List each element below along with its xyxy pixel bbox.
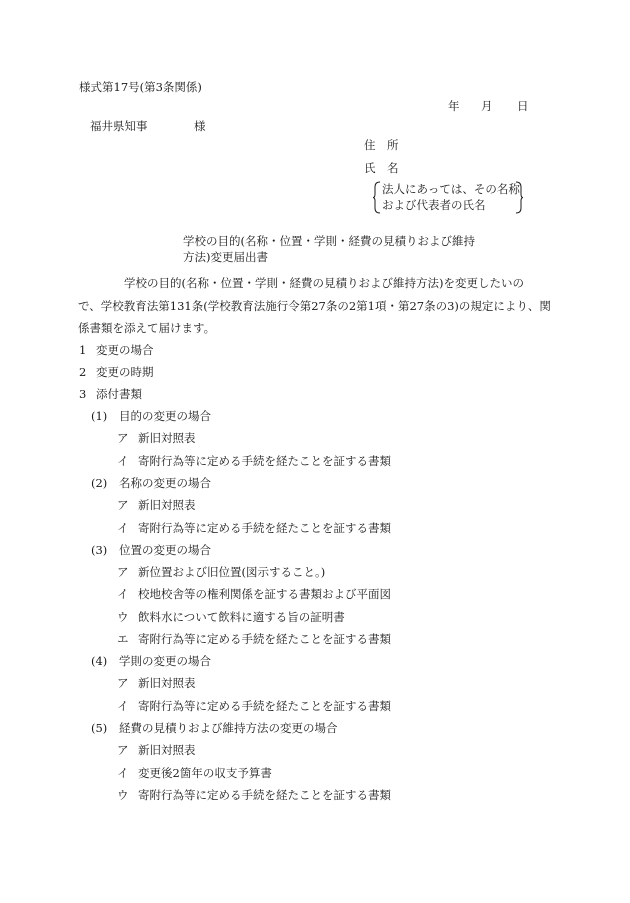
section-number: (5) [91, 721, 108, 735]
section-title: 目的の変更の場合 [119, 409, 211, 423]
entry-mark: ア [117, 498, 129, 512]
attachment-entry [117, 523, 391, 535]
attachment-entry [117, 634, 391, 646]
attachment-section-2 [91, 478, 211, 490]
name-label: 氏 名 [364, 161, 399, 175]
entry-mark: ア [117, 431, 129, 445]
section-title: 名称の変更の場合 [119, 476, 211, 490]
body-paragraph [78, 272, 553, 340]
entry-mark: ア [117, 743, 129, 757]
item-text: 添付書類 [96, 387, 142, 401]
entry-text: 新旧対照表 [138, 743, 196, 757]
entry-text: 寄附行為等に定める手続を経たことを証する書類 [138, 699, 391, 713]
entry-text: 新位置および旧位置(図示すること。) [138, 565, 326, 579]
section-number: (1) [91, 409, 108, 423]
date-day: 日 [517, 99, 529, 113]
attachment-entry [117, 433, 196, 445]
right-bracket-icon [515, 181, 523, 214]
item-number: 3 [79, 387, 87, 401]
entry-mark: イ [117, 766, 129, 780]
representative-note [373, 181, 523, 214]
date-month: 月 [481, 99, 493, 113]
entry-mark: ウ [117, 788, 129, 802]
attachment-entry [117, 768, 272, 780]
list-item [79, 367, 154, 379]
entry-text: 校地校舎等の権利関係を証する書類および平面図 [138, 587, 391, 601]
attachment-entry [117, 701, 391, 713]
attachment-entry [117, 612, 345, 624]
entry-mark: イ [117, 699, 129, 713]
body-line-1: 学校の目的(名称・位置・学則・経費の見積りおよび維持方法)を変更したいの [78, 276, 524, 290]
attachment-entry [117, 567, 325, 579]
entry-text: 新旧対照表 [138, 431, 196, 445]
section-number: (2) [91, 476, 108, 490]
address-label: 住 所 [364, 138, 399, 152]
item-number: 2 [79, 365, 87, 379]
entry-text: 新旧対照表 [138, 676, 196, 690]
entry-text: 寄附行為等に定める手続を経たことを証する書類 [138, 454, 391, 468]
attachment-entry [117, 790, 391, 802]
entry-mark: イ [117, 521, 129, 535]
entry-mark: ア [117, 565, 129, 579]
section-title: 学則の変更の場合 [119, 654, 211, 668]
entry-text: 変更後2箇年の収支予算書 [138, 766, 272, 780]
addressee-honorific: 様 [194, 119, 206, 133]
attachment-section-5 [91, 723, 338, 735]
section-number: (4) [91, 654, 108, 668]
note-line-1: 法人にあっては、その名称 [382, 182, 520, 196]
attachment-entry [117, 678, 196, 690]
attachment-entry [117, 589, 391, 601]
entry-text: 寄附行為等に定める手続を経たことを証する書類 [138, 632, 391, 646]
entry-mark: イ [117, 587, 129, 601]
list-item [79, 345, 154, 357]
addressee-name: 福井県知事 [90, 119, 148, 133]
entry-mark: ア [117, 676, 129, 690]
body-line-3: 係書類を添えて届けます。 [78, 321, 216, 335]
item-number: 1 [79, 343, 87, 357]
item-text: 変更の場合 [96, 343, 154, 357]
entry-mark: エ [117, 632, 129, 646]
left-bracket-icon [373, 181, 381, 214]
entry-text: 寄附行為等に定める手続を経たことを証する書類 [138, 521, 391, 535]
section-number: (3) [91, 543, 108, 557]
entry-text: 飲料水について飲料に適する旨の証明書 [138, 610, 345, 624]
attachment-entry [117, 745, 196, 757]
attachment-section-4 [91, 656, 211, 668]
date-year: 年 [448, 99, 460, 113]
entry-text: 新旧対照表 [138, 498, 196, 512]
item-text: 変更の時期 [96, 365, 154, 379]
section-title: 経費の見積りおよび維持方法の変更の場合 [119, 721, 338, 735]
form-number: 様式第17号(第3条関係) [79, 80, 202, 94]
entry-text: 寄附行為等に定める手続を経たことを証する書類 [138, 788, 391, 802]
body-line-2: で、学校教育法第131条(学校教育法施行令第27条の2第1項・第27条の3)の規定により、関 [78, 298, 551, 313]
document-title-line-2: 方法)変更届出書 [183, 250, 268, 264]
attachment-section-1 [91, 411, 211, 423]
entry-mark: ウ [117, 610, 129, 624]
entry-mark: イ [117, 454, 129, 468]
section-title: 位置の変更の場合 [119, 543, 211, 557]
note-line-2: および代表者の氏名 [382, 198, 486, 212]
document-title-line-1: 学校の目的(名称・位置・学則・経費の見積りおよび維持 [183, 234, 475, 248]
attachment-section-3 [91, 545, 211, 557]
attachment-entry [117, 500, 196, 512]
list-item [79, 389, 142, 401]
attachment-entry [117, 456, 391, 468]
